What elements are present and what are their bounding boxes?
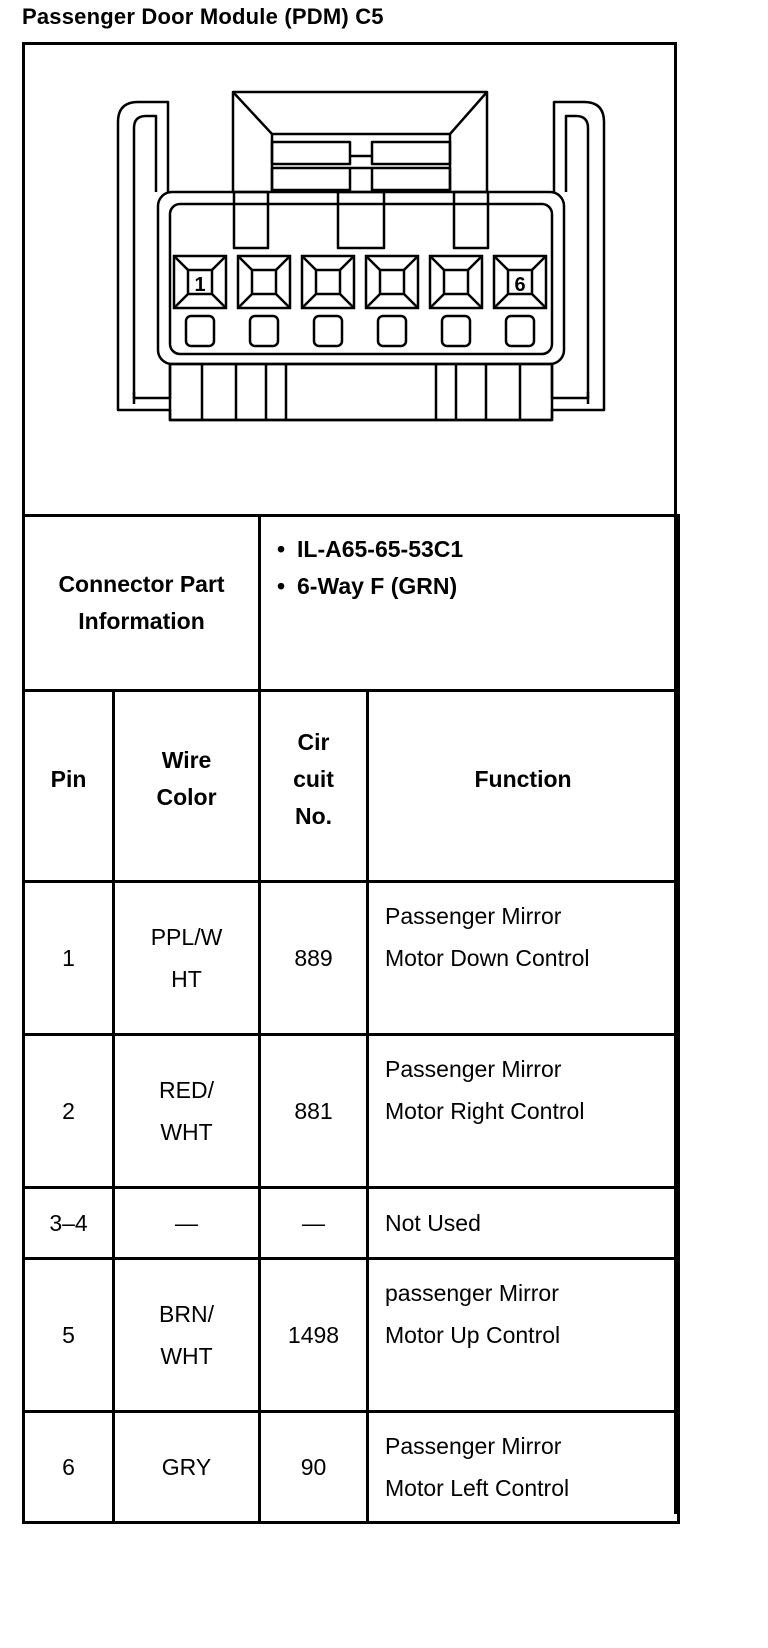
pin-cell: 3–4 <box>24 1188 114 1259</box>
wire-color-cell: BRN/ WHT <box>114 1259 260 1412</box>
pin-number-label: 1 <box>194 274 206 296</box>
pin-cell: 6 <box>24 1412 114 1523</box>
terminal-cavity <box>430 256 482 346</box>
connector-body <box>158 192 564 364</box>
table-header-row <box>24 691 679 882</box>
connector-face-drawing <box>22 42 677 517</box>
terminal-cavity <box>238 256 290 346</box>
circuit-cell: 889 <box>260 882 368 1035</box>
header-circuit-no: Cir cuit No. <box>260 691 368 882</box>
wire-color-cell: — <box>114 1188 260 1259</box>
pin-cell: 5 <box>24 1259 114 1412</box>
terminal-cavity <box>366 256 418 346</box>
left-latch-inner <box>134 116 156 404</box>
top-housing-bevel <box>233 92 487 134</box>
connector-diagram <box>22 42 677 517</box>
function-cell: passenger Mirror Motor Up Control <box>368 1259 679 1412</box>
circuit-cell: — <box>260 1188 368 1259</box>
function-cell: Passenger Mirror Motor Down Control <box>368 882 679 1035</box>
wire-color-cell: RED/ WHT <box>114 1035 260 1188</box>
header-pin: Pin <box>24 691 114 882</box>
table-row <box>24 1412 679 1523</box>
connector-info-row <box>24 516 679 691</box>
function-cell: Passenger Mirror Motor Left Control <box>368 1412 679 1523</box>
right-latch-inner <box>566 116 588 404</box>
table-row <box>24 1035 679 1188</box>
table-row <box>24 1259 679 1412</box>
table-row <box>24 882 679 1035</box>
connector-info-list <box>260 516 679 691</box>
header-function: Function <box>368 691 679 882</box>
pin-cell: 2 <box>24 1035 114 1188</box>
circuit-cell: 1498 <box>260 1259 368 1412</box>
circuit-cell: 881 <box>260 1035 368 1188</box>
header-wire-color: Wire Color <box>114 691 260 882</box>
pin-number-label: 6 <box>514 274 526 296</box>
connector-info-label: Connector Part Information <box>24 516 260 691</box>
wire-color-cell: GRY <box>114 1412 260 1523</box>
pin-cell: 1 <box>24 882 114 1035</box>
connector-type: • 6-Way F (GRN) <box>297 568 677 605</box>
circuit-cell: 90 <box>260 1412 368 1523</box>
wire-color-cell: PPL/W HT <box>114 882 260 1035</box>
terminal-cavity <box>174 256 226 346</box>
part-number: • IL-A65-65-53C1 <box>297 531 677 568</box>
terminal-cavity <box>494 256 546 346</box>
pinout-table <box>22 514 680 1524</box>
function-cell: Passenger Mirror Motor Right Control <box>368 1035 679 1188</box>
table-row <box>24 1188 679 1259</box>
terminal-cavity <box>302 256 354 346</box>
page-title: Passenger Door Module (PDM) C5 <box>22 4 384 29</box>
function-cell: Not Used <box>368 1188 679 1259</box>
